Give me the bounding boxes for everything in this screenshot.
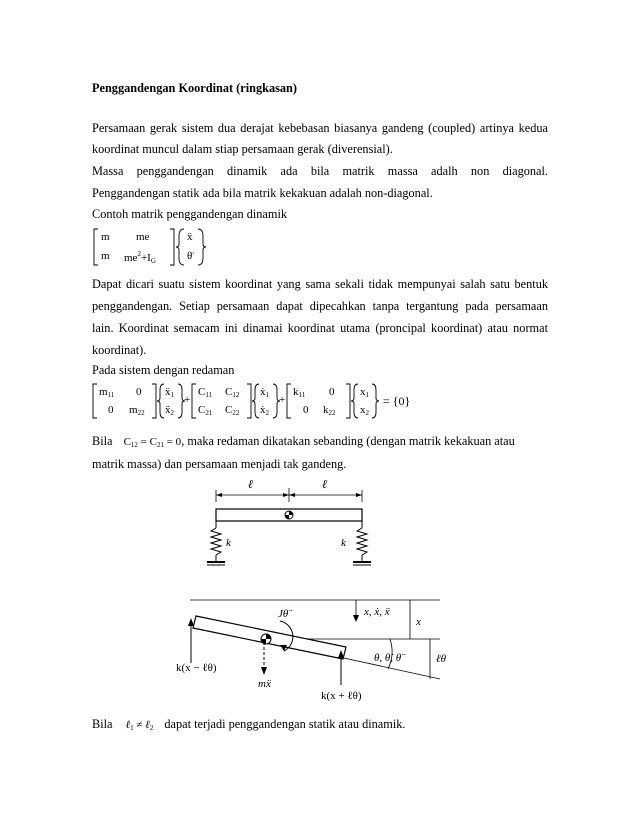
paragraph-line: Penggandengan statik ada bila matrik kekakuan adalah non-diagonal.	[92, 186, 433, 200]
plus-sign: +	[279, 394, 286, 406]
paragraph-line: penggandengan. Setiap persamaan dapat dipecahkan tanpa tergantung pada persamaan	[92, 299, 548, 313]
vector-cell: θ̈	[187, 250, 193, 262]
text-span: , maka redaman dikatakan sebanding (dengan matrik kekakuan atau	[181, 434, 515, 448]
dimension-label-left: ℓ	[248, 477, 253, 491]
spring-label-left: k	[226, 537, 231, 549]
disp-cell: $x_1$	[360, 386, 369, 399]
dimension-label-right: ℓ	[322, 477, 327, 491]
paragraph-line: koordinat).	[92, 343, 147, 357]
force-left-label: k(x − ℓθ)	[176, 662, 217, 674]
mass-cell: $m_{11}$	[99, 386, 115, 399]
coords-label: x, ẋ, ẍ	[364, 606, 390, 618]
mass-cell: $m_{22}$	[129, 404, 145, 417]
damping-cell: $C_{12}$	[225, 386, 240, 399]
paragraph-line	[92, 714, 548, 740]
paragraph-line	[92, 431, 548, 457]
mass-cell: 0	[108, 404, 114, 416]
mass-cell: 0	[136, 386, 142, 398]
matrix-cell: $me^2+I_G$	[124, 250, 156, 265]
paragraph-line: Dapat dicari suatu sistem koordinat yang sama sekali tidak mempunyai salah satu bentuk	[92, 277, 548, 291]
force-right-label: k(x + ℓθ)	[321, 690, 362, 702]
damping-cell: $C_{22}$	[225, 404, 240, 417]
matrix-cell: me	[136, 231, 150, 243]
inequality-expression: ℓ$_1$ ≠ ℓ$_2$	[125, 719, 154, 732]
plus-sign: +	[184, 394, 191, 406]
matrix-cell: m	[101, 250, 110, 262]
acc-cell: ẍ$_2$	[165, 404, 174, 417]
acc-cell: ẍ$_1$	[165, 386, 174, 399]
mass-force-label: mẍ	[258, 678, 271, 690]
stiffness-cell: 0	[329, 386, 335, 398]
paragraph-line: lain. Koordinat semacam ini dinamai koordinat utama (proncipal koordinat) atau normat	[92, 321, 548, 335]
damping-cell: $C_{11}$	[198, 386, 213, 399]
vel-cell: ẋ$_2$	[260, 404, 269, 417]
equation-rhs: = {0}	[383, 394, 411, 408]
paragraph-line: Pada sistem dengan redaman	[92, 363, 235, 377]
paragraph-line: koordinat muncul dalam stiap persamaan gerak (diverensial).	[92, 142, 393, 156]
stiffness-cell: $k_{11}$	[293, 386, 306, 399]
text-span: Bila	[92, 717, 113, 731]
condition-expression: $C_{12} = C_{21} = 0$	[123, 436, 182, 449]
disp-cell: $x_2$	[360, 404, 369, 417]
vel-cell: ẋ$_1$	[260, 386, 269, 399]
spring-right	[357, 528, 367, 555]
damping-cell: $C_{21}$	[198, 404, 213, 417]
text-span: dapat terjadi penggandengan statik atau dinamik.	[164, 717, 406, 731]
theta-label: θ, θ̇, θ̈	[374, 652, 402, 664]
stiffness-cell: $k_{22}$	[323, 404, 336, 417]
paragraph-line: Persamaan gerak sistem dua derajat kebebasan biasanya gandeng (coupled) artinya kedua	[92, 121, 548, 135]
section-title: Penggandengan Koordinat (ringkasan)	[92, 81, 297, 95]
ell-theta-label: ℓθ	[436, 653, 446, 665]
matrix-cell: m	[101, 231, 110, 243]
paragraph-line: matrik massa) dan persamaan menjadi tak gandeng.	[92, 457, 347, 471]
paragraph-line: Contoh matrik penggandengan dinamik	[92, 207, 288, 221]
inertia-label: Jθ̈	[278, 608, 289, 620]
vector-cell: ẍ	[187, 231, 193, 243]
paragraph-line: Massa penggandengan dinamik ada bila matrik massa adalh non diagonal.	[92, 164, 548, 178]
text-span: Bila	[92, 434, 113, 448]
free-body-diagram	[0, 585, 638, 710]
spring-left	[211, 528, 221, 555]
stiffness-cell: 0	[303, 404, 309, 416]
beam-spring-diagram	[0, 470, 638, 585]
spring-label-right: k	[341, 537, 346, 549]
x-dimension-label: x	[416, 616, 421, 628]
